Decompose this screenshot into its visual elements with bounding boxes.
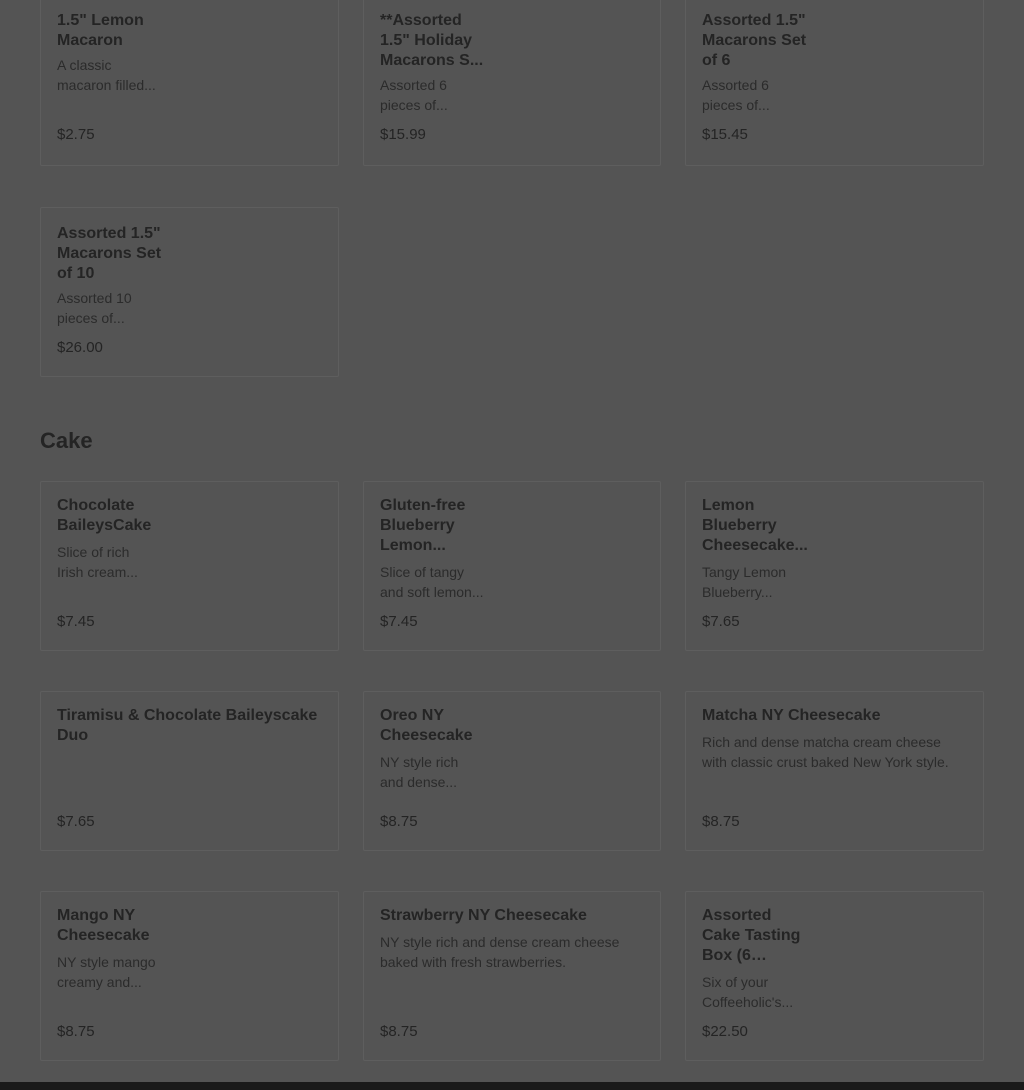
- menu-item-card[interactable]: [363, 691, 661, 851]
- item-description: NY style rich and dense...: [380, 754, 459, 790]
- menu-item-card[interactable]: [40, 0, 339, 166]
- menu-item-card[interactable]: [363, 891, 661, 1061]
- menu-item-card[interactable]: [40, 207, 339, 377]
- item-description: Slice of tangy and soft lemon...: [380, 564, 484, 600]
- item-title: **Assorted 1.5" Holiday Macarons S...: [380, 12, 484, 69]
- item-price: $22.50: [702, 1023, 748, 1040]
- item-description: A classic macaron filled...: [57, 57, 156, 93]
- item-title: Chocolate BaileysCake: [57, 497, 152, 534]
- menu-item-card[interactable]: [363, 0, 661, 166]
- item-title: Mango NY Cheesecake: [57, 907, 150, 944]
- item-price: $7.65: [57, 813, 95, 830]
- menu-item-card[interactable]: [685, 691, 984, 851]
- item-title: Matcha NY Cheesecake: [702, 707, 881, 724]
- item-title: Assorted 1.5" Macarons Set of 6: [702, 12, 807, 69]
- item-title: Lemon Blueberry Cheesecake...: [702, 497, 808, 554]
- menu-item-card[interactable]: [40, 891, 339, 1061]
- item-price: $8.75: [702, 813, 740, 830]
- item-price: $7.45: [380, 613, 418, 630]
- menu-item-card[interactable]: [685, 0, 984, 166]
- item-price: $8.75: [380, 1023, 418, 1040]
- item-price: $7.45: [57, 613, 95, 630]
- item-description: Slice of rich Irish cream...: [57, 544, 138, 580]
- item-title: Strawberry NY Cheesecake: [380, 907, 587, 924]
- item-price: $15.45: [702, 126, 748, 143]
- bottom-bar: [0, 1082, 1024, 1090]
- item-description: Tangy Lemon Blueberry...: [702, 564, 787, 600]
- item-description: Assorted 6 pieces of...: [380, 77, 448, 113]
- item-price: $2.75: [57, 126, 95, 143]
- item-description: Rich and dense matcha cream cheese with classic crust baked New York style.: [702, 734, 949, 770]
- menu-item-card[interactable]: [363, 481, 661, 651]
- item-title: Oreo NY Cheesecake: [380, 707, 473, 744]
- item-price: $7.65: [702, 613, 740, 630]
- item-title: 1.5" Lemon Macaron: [57, 12, 144, 49]
- item-description: NY style mango creamy and...: [57, 954, 156, 990]
- item-title: Tiramisu & Chocolate Baileyscake Duo: [57, 707, 318, 744]
- item-price: $15.99: [380, 126, 426, 143]
- item-title: Assorted Cake Tasting Box (6: [702, 907, 801, 964]
- item-description: NY style rich and dense cream cheese baked with fresh strawberries.: [380, 934, 620, 970]
- item-price: $26.00: [57, 339, 103, 356]
- item-description: Assorted 10 pieces of...: [57, 290, 132, 326]
- item-description: Six of your Coffeeholic's...: [702, 974, 794, 1010]
- item-price: $8.75: [57, 1023, 95, 1040]
- section-heading-cake: Cake: [40, 428, 93, 453]
- menu-item-card[interactable]: [685, 481, 984, 651]
- menu-item-card[interactable]: [40, 691, 339, 851]
- item-title: Gluten-free Blueberry Lemon...: [380, 497, 466, 554]
- menu-item-card[interactable]: [685, 891, 984, 1061]
- item-description: Assorted 6 pieces of...: [702, 77, 770, 113]
- item-price: $8.75: [380, 813, 418, 830]
- item-title: Assorted 1.5" Macarons Set of 10: [57, 225, 162, 282]
- menu-item-card[interactable]: [40, 481, 339, 651]
